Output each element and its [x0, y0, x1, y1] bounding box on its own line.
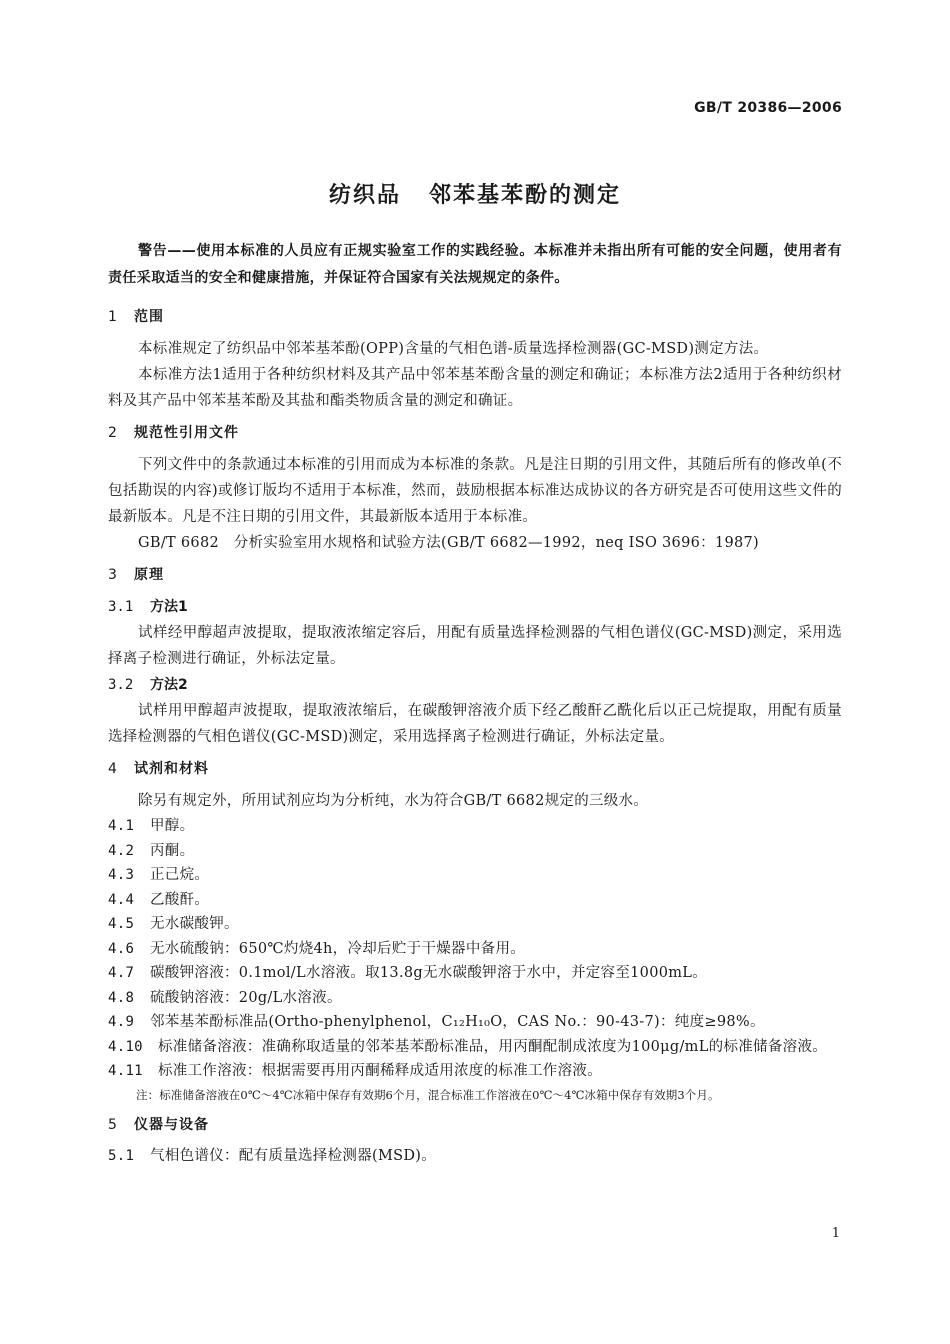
list-item: 4.7 碳酸钾溶液：0.1mol/L水溶液。取13.8g无水碳酸钾溶于水中，并定容至1000mL。 — [108, 965, 708, 981]
section-3-1-text: 试样经甲醇超声波提取，提取液浓缩定容后，用配有质量选择检测器的气相色谱仪(GC-MSD)测定，采用选择离子检测进行确证，外标法定量。 — [108, 625, 842, 667]
note-text: 注：标准储备溶液在0℃～4℃冰箱中保存有效期6个月，混合标准工作溶液在0℃～4℃冰箱中保存有效期3个月。 — [136, 1087, 720, 1102]
title-part2: 邻苯基苯酚的测定 — [429, 183, 622, 208]
section-3-2-heading: 3.2 方法2 — [108, 677, 188, 693]
list-item: 4.2 丙酮。 — [108, 842, 195, 859]
section-5-heading: 5 仪器与设备 — [108, 1116, 209, 1133]
list-item: 4.5 无水碳酸钾。 — [108, 916, 239, 932]
list-item: 4.6 无水硫酸钠：650℃灼烧4h，冷却后贮于干燥器中备用。 — [108, 940, 526, 957]
title-part1: 纺织品 — [328, 183, 401, 208]
list-item: 4.11 标准工作溶液：根据需要再用丙酮稀释成适用浓度的标准工作溶液。 — [108, 1063, 602, 1079]
warning-paragraph: 警告——使用本标准的人员应有正规实验室工作的实践经验。本标准并未指出所有可能的安全问题，使用者有责任采取适当的安全和健康措施，并保证符合国家有关法规规定的条件。 — [108, 243, 842, 286]
section-3-2-text: 试样用甲醇超声波提取，提取液浓缩后，在碳酸钾溶液介质下经乙酸酐乙酰化后以正己烷提取，用配有质量选择检测器的气相色谱仪(GC-MSD)测定，采用选择离子检测进行确证，外标法定量。 — [108, 703, 842, 745]
page-number: 1 — [831, 1226, 840, 1241]
section-2-heading: 2 规范性引用文件 — [108, 425, 239, 441]
section-4-heading: 4 试剂和材料 — [108, 761, 209, 777]
document-body — [108, 238, 842, 1168]
section-3-1-heading: 3.1 方法1 — [108, 599, 188, 615]
list-item: 5.1 气相色谱仪：配有质量选择检测器(MSD)。 — [108, 1147, 437, 1164]
section-1-paragraph-1: 本标准规定了纺织品中邻苯基苯酚(OPP)含量的气相色谱-质量选择检测器(GC-MSD)测定方法。 — [138, 341, 769, 357]
normative-reference: GB/T 6682 分析实验室用水规格和试验方法(GB/T 6682—1992，neq ISO 3696：1987) — [138, 535, 759, 551]
list-item: 4.8 硫酸钠溶液：20g/L水溶液。 — [108, 989, 342, 1006]
list-item: 4.4 乙酸酐。 — [108, 891, 210, 908]
section-1-heading: 1 范围 — [108, 309, 164, 325]
section-2-paragraph: 下列文件中的条款通过本标准的引用而成为本标准的条款。凡是注日期的引用文件，其随后所有的修改单(不包括勘误的内容)或修订版均不适用于本标准，然而，鼓励根据本标准达成协议的各方研究是否可使用这些文件的最新版本。凡是不注日期的引用文件，其最新版本适用于本标准。 — [108, 457, 842, 525]
list-item: 4.3 正己烷。 — [108, 867, 210, 883]
list-item: 4.1 甲醇。 — [108, 818, 195, 834]
section-4-intro: 除另有规定外，所用试剂应均为分析纯，水为符合GB/T 6682规定的三级水。 — [138, 793, 649, 809]
list-item: 4.9 邻苯基苯酚标准品(Ortho-phenylphenol，C₁₂H₁₀O，CAS No.：90-43-7)：纯度≥98%。 — [108, 1014, 765, 1030]
section-1-paragraph-2: 本标准方法1适用于各种纺织材料及其产品中邻苯基苯酚含量的测定和确证；本标准方法2适用于各种纺织材料及其产品中邻苯基苯酚及其盐和酯类物质含量的测定和确证。 — [108, 367, 842, 409]
list-item: 4.10 标准储备溶液：准确称取适量的邻苯基苯酚标准品，用丙酮配制成浓度为100μg/mL的标准储备溶液。 — [108, 1038, 828, 1055]
document-title — [0, 178, 950, 209]
section-3-heading: 3 原理 — [108, 567, 164, 583]
standard-code: GB/T 20386—2006 — [694, 100, 842, 116]
reagent-list — [108, 814, 842, 1084]
